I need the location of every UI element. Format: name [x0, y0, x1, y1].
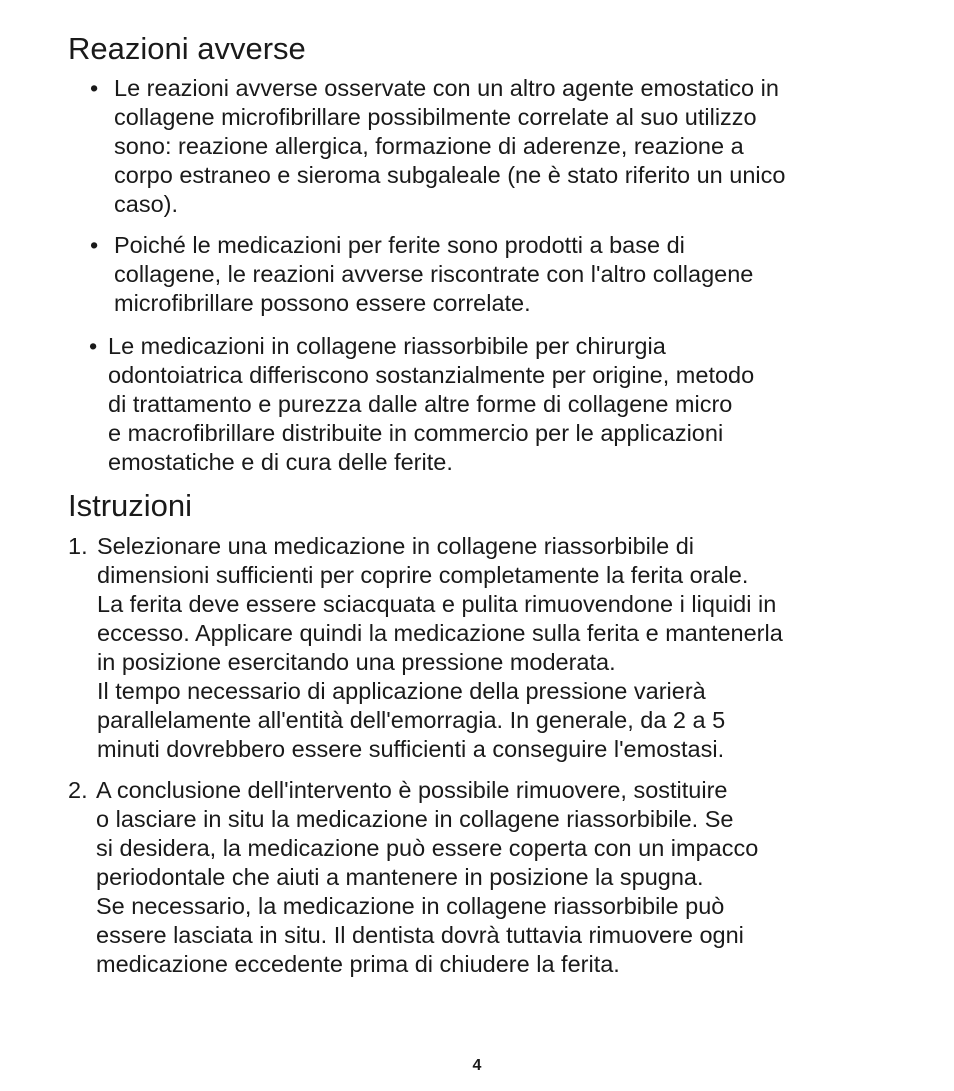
text-line: eccesso. Applicare quindi la medicazione sulla ferita e mantenerla — [97, 620, 783, 646]
text-line: si desidera, la medicazione può essere coperta con un impacco — [96, 835, 759, 861]
text-line: collagene, le reazioni avverse riscontrate con l'altro collagene — [114, 261, 754, 287]
section-heading-instructions: Istruzioni — [68, 488, 193, 523]
section-heading-adverse-reactions: Reazioni avverse — [68, 31, 306, 66]
text-line: emostatiche e di cura delle ferite. — [108, 449, 453, 475]
numbered-item — [68, 776, 896, 979]
numbered-item — [68, 532, 897, 764]
text-line: periodontale che aiuti a mantenere in posizione la spugna. — [96, 864, 704, 890]
text-line: caso). — [114, 191, 178, 217]
page-number: 4 — [472, 1057, 482, 1074]
item-number: 1. — [68, 533, 88, 559]
text-line: medicazione eccedente prima di chiudere la ferita. — [96, 951, 620, 977]
text-line: Selezionare una medicazione in collagene riassorbibile di — [97, 533, 695, 559]
text-line: collagene microfibrillare possibilmente correlate al suo utilizzo — [114, 104, 757, 130]
bullet-marker: • — [89, 333, 98, 359]
bullet-marker: • — [90, 232, 99, 258]
text-line: parallelamente all'entità dell'emorragia. In generale, da 2 a 5 — [97, 707, 726, 733]
text-line: essere lasciata in situ. Il dentista dovrà tuttavia rimuovere ogni — [96, 922, 744, 948]
text-line: in posizione esercitando una pressione moderata. — [97, 649, 616, 675]
text-line: sono: reazione allergica, formazione di aderenze, reazione a — [114, 133, 744, 159]
text-line: La ferita deve essere sciacquata e pulita rimuovendone i liquidi in — [97, 591, 777, 617]
text-line: minuti dovrebbero essere sufficienti a conseguire l'emostasi. — [97, 736, 725, 762]
text-line: odontoiatrica differiscono sostanzialmente per origine, metodo — [108, 362, 755, 388]
text-line: Le reazioni avverse osservate con un altro agente emostatico in — [114, 75, 779, 101]
bullet-item — [90, 74, 894, 219]
text-line: di trattamento e purezza dalle altre forme di collagene micro — [108, 391, 733, 417]
text-line: Se necessario, la medicazione in collagene riassorbibile può — [96, 893, 725, 919]
text-line: corpo estraneo e sieroma subgaleale (ne è stato riferito un unico — [114, 162, 786, 188]
text-line: Il tempo necessario di applicazione della pressione varierà — [97, 678, 706, 704]
text-line: Poiché le medicazioni per ferite sono prodotti a base di — [114, 232, 685, 258]
bullet-marker: • — [90, 75, 99, 101]
text-line: e macrofibrillare distribuite in commercio per le applicazioni — [108, 420, 724, 446]
text-line: Le medicazioni in collagene riassorbibile per chirurgia — [108, 333, 666, 359]
text-line: dimensioni sufficienti per coprire completamente la ferita orale. — [97, 562, 749, 588]
text-line: A conclusione dell'intervento è possibile rimuovere, sostituire — [96, 777, 728, 803]
item-number: 2. — [68, 777, 88, 803]
bullet-item — [90, 231, 894, 318]
text-line: o lasciare in situ la medicazione in collagene riassorbibile. Se — [96, 806, 734, 832]
text-line: microfibrillare possono essere correlate. — [114, 290, 531, 316]
bullet-item — [89, 332, 888, 477]
